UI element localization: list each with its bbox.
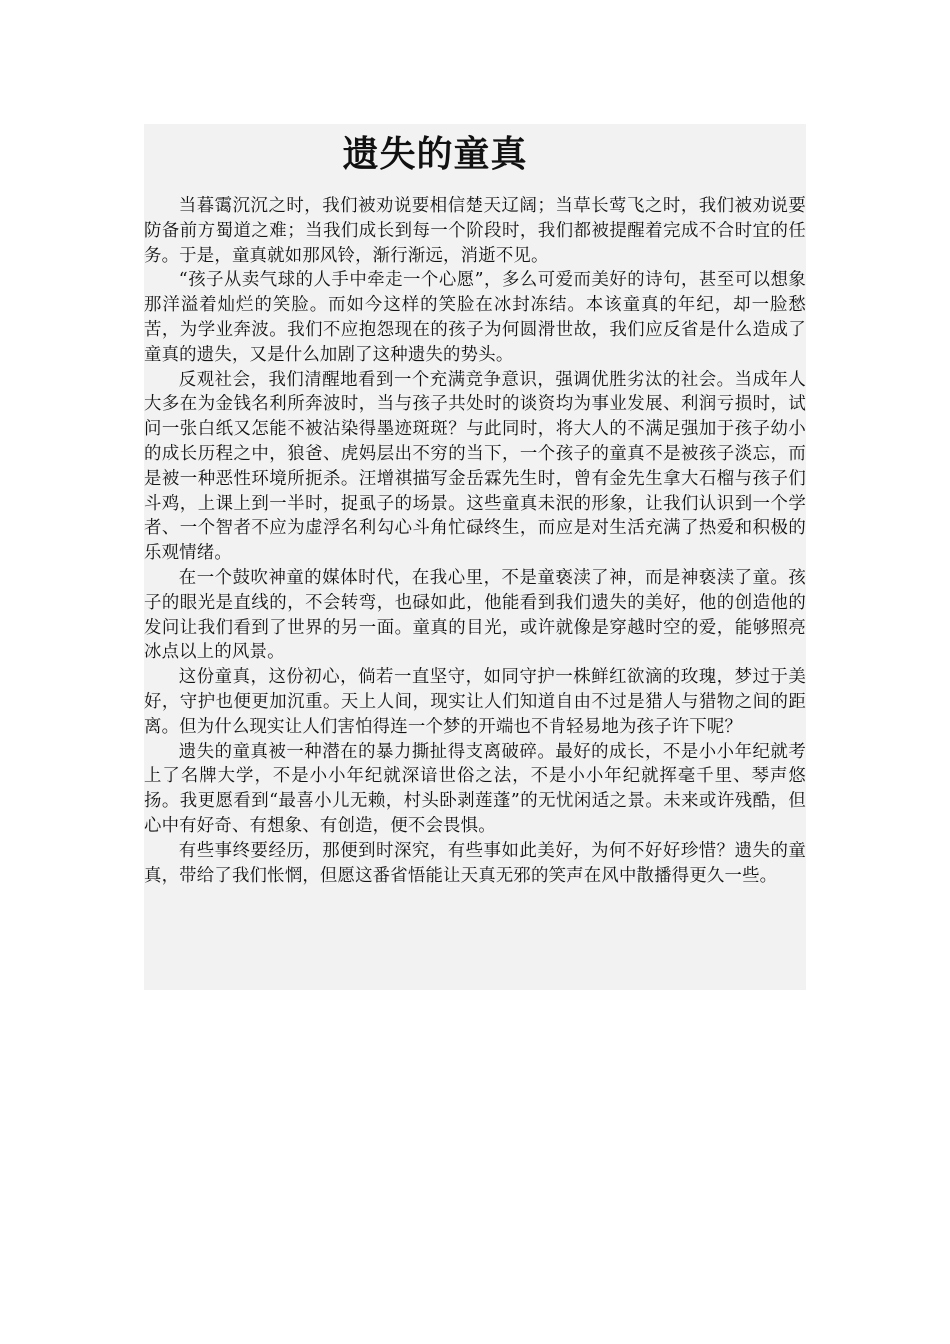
document-title: 遗失的童真	[342, 133, 528, 175]
document-page	[144, 124, 806, 990]
paragraph: 反观社会，我们清醒地看到一个充满竞争意识，强调优胜劣汰的社会。当成年人大多在为金钱名利所奔波时，当与孩子共处时的谈资均为事业发展、利润亏损时，试问一张白纸又怎能不被沾染得墨迹斑斑？与此同时，将大人的不满足强加于孩子幼小的成长历程之中，狼爸、虎妈层出不穷的当下，一个孩子的童真不是被孩子淡忘，而是被一种恶性环境所扼杀。汪增祺描写金岳霖先生时，曾有金先生拿大石榴与孩子们斗鸡，上课上到一半时，捉虱子的场景。这些童真未泯的形象，让我们认识到一个学者、一个智者不应为虚浮名利勾心斗角忙碌终生，而应是对生活充满了热爱和积极的乐观情绪。	[144, 369, 806, 564]
document-body	[144, 194, 806, 888]
paragraph: 当暮霭沉沉之时，我们被劝说要相信楚天辽阔；当草长莺飞之时，我们被劝说要防备前方蜀道之难；当我们成长到每一个阶段时，我们都被提醒着完成不合时宜的任务。于是，童真就如那风铃，渐行渐远，消逝不见。	[144, 196, 806, 266]
paragraph: 遗失的童真被一种潜在的暴力撕扯得支离破碎。最好的成长，不是小小年纪就考上了名牌大学，不是小小年纪就深谙世俗之法，不是小小年纪就挥毫千里、琴声悠扬。我更愿看到“最喜小儿无赖，村头卧剥莲蓬”的无忧闲适之景。未来或许残酷，但心中有好奇、有想象、有创造，便不会畏惧。	[144, 741, 806, 836]
paragraph: 在一个鼓吹神童的媒体时代，在我心里，不是童亵渎了神，而是神亵渎了童。孩子的眼光是直线的，不会转弯，也碌如此，他能看到我们遗失的美好，他的创造他的发问让我们看到了世界的另一面。童真的目光，或许就像是穿越时空的爱，能够照亮冰点以上的风景。	[144, 567, 806, 663]
paragraph: 这份童真，这份初心，倘若一直坚守，如同守护一株鲜红欲滴的玫瑰，梦过于美好，守护也便更加沉重。天上人间，现实让人们知道自由不过是猎人与猎物之间的距离。但为什么现实让人们害怕得连一个梦的开端也不肯轻易地为孩子许下呢？	[144, 667, 806, 737]
paragraph: 有些事终要经历，那便到时深究，有些事如此美好，为何不好好珍惜？遗失的童真，带给了我们怅惘，但愿这番省悟能让天真无邪的笑声在风中散播得更久一些。	[144, 840, 806, 886]
paragraph: “孩子从卖气球的人手中牵走一个心愿”，多么可爱而美好的诗句，甚至可以想象那洋溢着灿烂的笑脸。而如今这样的笑脸在冰封冻结。本该童真的年纪，却一脸愁苦，为学业奔波。我们不应抱怨现在的孩子为何圆滑世故，我们应反省是什么造成了童真的遗失，又是什么加剧了这种遗失的势头。	[144, 270, 806, 365]
